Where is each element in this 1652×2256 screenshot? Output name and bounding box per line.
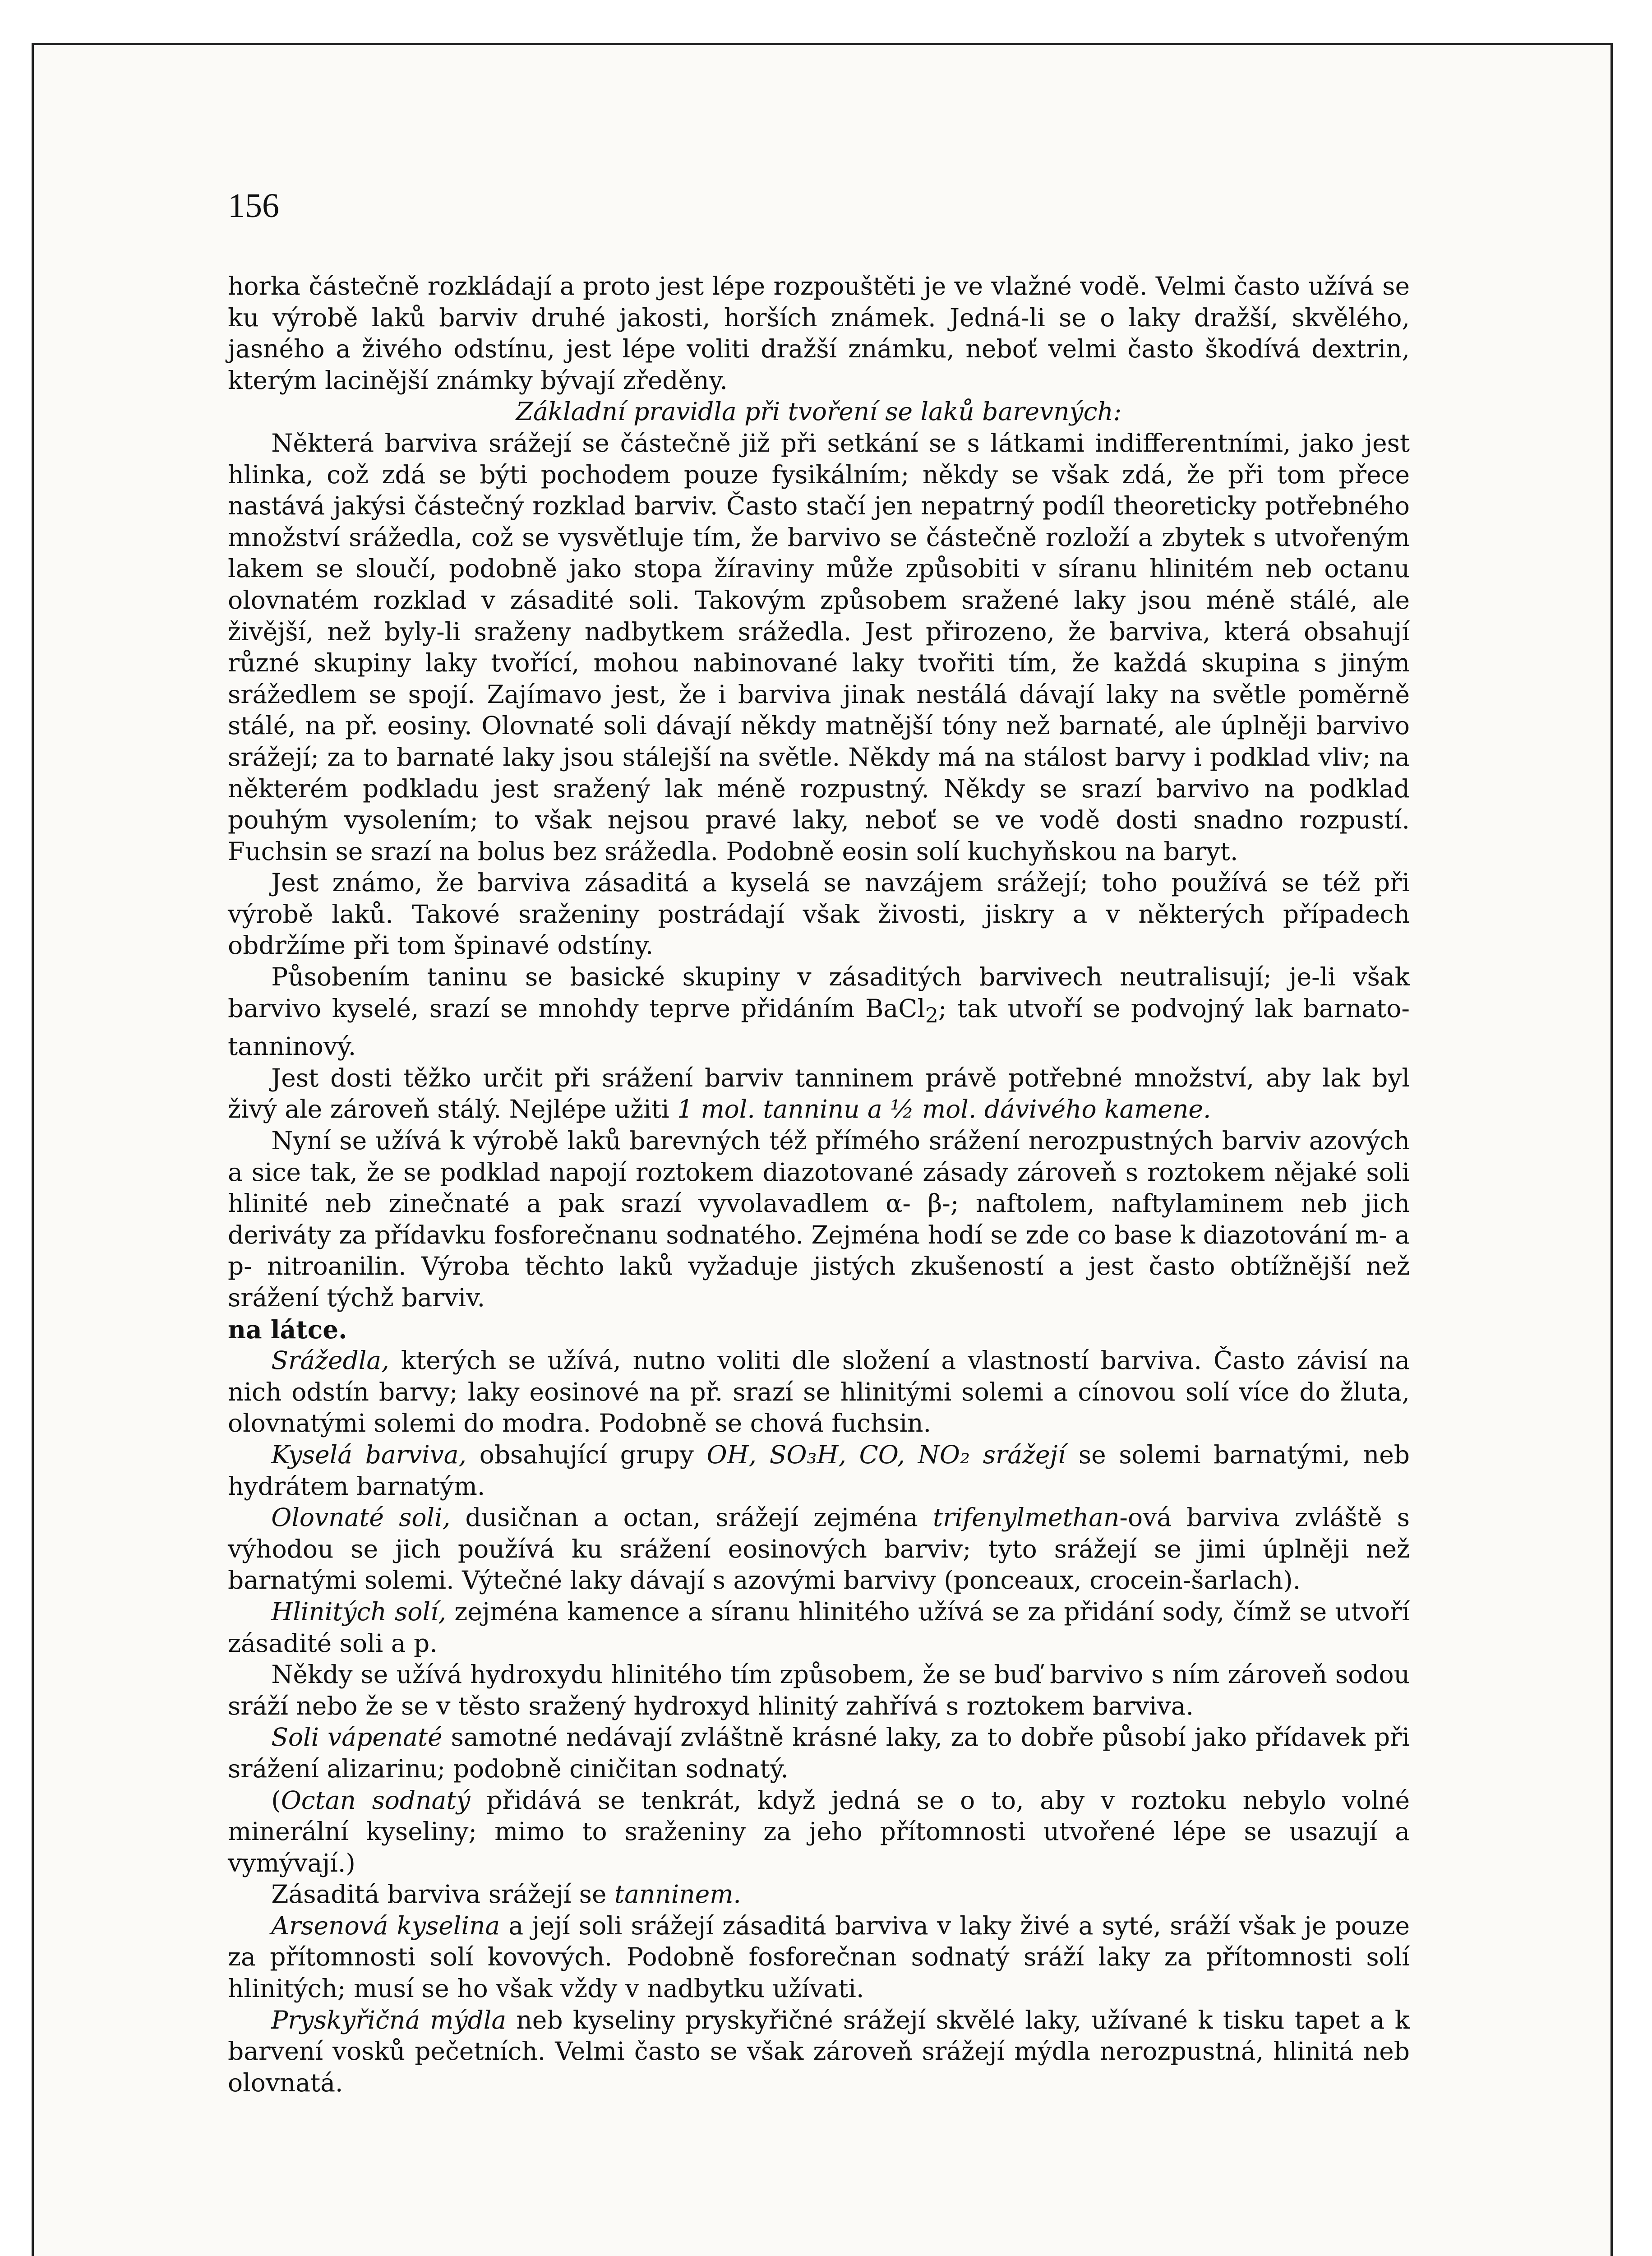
body-text	[228, 271, 1410, 2099]
paragraph: Někdy se užívá hydroxydu hlinitého tím způsobem, že se buď barvivo s ním zároveň sodou sráží nebo že se v těsto sražený hydroxyd hlinitý zahřívá s roztokem barviva.	[228, 1660, 1410, 1720]
paragraph: Zásaditá barviva srážejí se tanninem.	[271, 1880, 741, 1909]
section-heading: Základní pravidla při tvoření se laků barevných:	[516, 397, 1122, 426]
paragraph: Arsenová kyselina a její soli srážejí zásaditá barviva v laky živé a syté, sráží však je pouze za přítomnosti solí kovových. Podobně fosforečnan sodnatý sráží laky za přítomnosti solí hlinitých; musí se ho však vždy v nadbytku užívati.	[228, 1911, 1410, 2003]
paragraph: Některá barviva srážejí se částečně již při setkání se s látkami indifferentními, jako jest hlinka, což zdá se býti pochodem pouze fysikálním; někdy se však zdá, že při tom přece nastává jakýsi částečný rozklad barviv. Často stačí jen nepatrný podíl theoreticky potřebného množství srážedla, což se vysvětluje tím, že barvivo se částečně rozloží a zbytek s utvořeným lakem se sloučí, podobně jako stopa žíraviny může způsobiti v síranu hlinitém neb octanu olovnatém rozklad v zásadité soli. Takovým způsobem sražené laky jsou méně stálé, ale živější, než byly-li sraženy nadbytkem srážedla. Jest přirozeno, že barviva, která obsahují různé skupiny laky tvořící, mohou nabinované laky tvořiti tím, že každá skupina s jiným srážedlem se spojí. Zajímavo jest, že i barviva jinak nestálá dávají laky na světle poměrně stálé, na př. eosiny. Olovnaté soli dávají někdy matnější tóny než barnaté, ale úplněji barvivo srážejí; za to barnaté laky jsou stálejší na světle. Někdy má na stálost barvy i podklad vliv; na některém podkladu jest sražený lak méně rozpustný. Někdy se srazí barvivo na podklad pouhým vysolením; to však nejsou pravé laky, neboť se ve vodě dosti snadno rozpustí. Fuchsin se srazí na bolus bez srážedla. Podobně eosin solí kuchyňskou na baryt.	[228, 428, 1410, 866]
chemical-formula: BaCl	[865, 994, 925, 1023]
paragraph: Srážedla, kterých se užívá, nutno voliti dle složení a vlastností barviva. Často závisí na nich odstín barvy; laky eosinové na př. srazí se hlinitými solemi a cínovou solí více do žluta, olovnatými solemi do modra. Podobně se chová fuchsin.	[228, 1346, 1410, 1438]
paragraph: (Octan sodnatý přidává se tenkrát, když jedná se o to, aby v roztoku nebylo volné minerální kyseliny; mimo to sraženiny za jeho přítomnosti utvořené lépe se usazují a vymývají.)	[228, 1785, 1410, 1877]
paragraph: Působením taninu se basické skupiny v zásaditých barvivech neutralisují; je-li však barvivo kyselé, srazí se mnohdy teprve přidáním BaCl$_2$; tak utvoří se podvojný lak barnato-tanninový.	[228, 962, 1410, 1061]
paragraph: horka částečně rozkládají a proto jest lépe rozpouštěti je ve vlažné vodě. Velmi často užívá se ku výrobě laků barviv druhé jakosti, horších známek. Jedná-li se o laky dražší, skvělého, jasného a živého odstínu, jest lépe voliti dražší známku, neboť velmi často škodívá dextrin, kterým lacinější známky bývají zředěny.	[228, 272, 1410, 395]
paragraph-continuation: na látce.	[228, 1314, 347, 1344]
page-number: 156	[228, 187, 279, 225]
paragraph: Jest dosti těžko určit při srážení barviv tanninem právě potřebné množství, aby lak byl živý ale zároveň stálý. Nejlépe užiti 1 mol. tanninu a ½ mol. dávivého kamene.	[228, 1063, 1410, 1124]
paragraph: Kyselá barviva, obsahující grupy OH, SO₃H, CO, NO₂ srážejí se solemi barnatými, neb hydrátem barnatým.	[228, 1440, 1410, 1501]
paragraph: Olovnaté soli, dusičnan a octan, srážejí zejména trifenylmethan-ová barviva zvláště s výhodou se jich používá ku srážení eosinových barviv; tyto srážejí se jimi úplněji než barnatými solemi. Výtečné laky dávají s azovými barvivy (ponceaux, crocein-šarlach).	[228, 1503, 1410, 1595]
paragraph: Soli vápenaté samotné nedávají zvláštně krásné laky, za to dobře působí jako přídavek při srážení alizarinu; podobně ciničitan sodnatý.	[228, 1723, 1410, 1783]
paragraph: Hlinitých solí, zejména kamence a síranu hlinitého užívá se za přidání sody, čímž se utvoří zásadité soli a p.	[228, 1597, 1410, 1658]
paragraph: Jest známo, že barviva zásaditá a kyselá se navzájem srážejí; toho používá se též při výrobě laků. Takové sraženiny postrádají však živosti, jiskry a v některých případech obdržíme při tom špinavé odstíny.	[228, 868, 1410, 960]
chemical-groups: OH, SO₃H, CO, NO₂	[706, 1440, 970, 1469]
paragraph: Pryskyřičná mýdla neb kyseliny pryskyřičné srážejí skvělé laky, užívané k tisku tapet a k barvení vosků pečetních. Velmi často se však zároveň srážejí mýdla nerozpustná, hlinitá neb olovnatá.	[228, 2005, 1410, 2097]
paragraph: Nyní se užívá k výrobě laků barevných též přímého srážení nerozpustných barviv azových a sice tak, že se podklad napojí roztokem diazotované zásady zároveň s roztokem nějaké soli hlinité neb zinečnaté a pak srazí vyvolavadlem α- β-; naftolem, naftylaminem neb jich deriváty za přídavku fosforečnanu sodnatého. Zejména hodí se zde co base k diazotování m- a p- nitroanilin. Výroba těchto laků vyžaduje jistých zkušeností a jest často obtížnější než srážení týchž barviv.	[228, 1126, 1410, 1312]
